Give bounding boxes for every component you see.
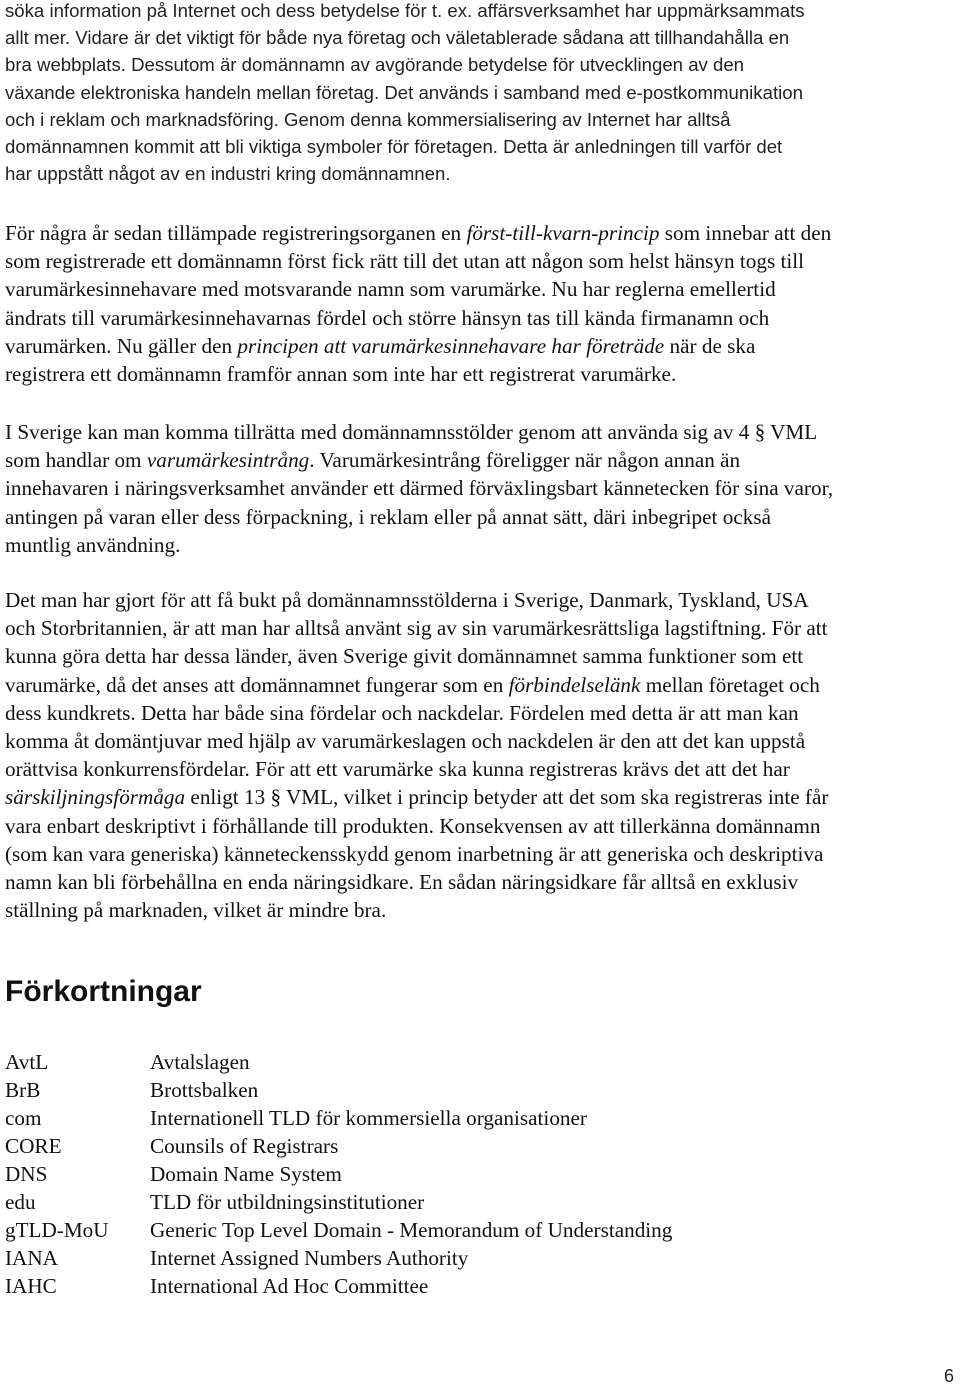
text-run: och i reklam och marknadsföring. Genom denna kommersialisering av Internet har alltså xyxy=(5,108,731,130)
abbreviation-definition: Counsils of Registrars xyxy=(150,1134,339,1158)
text-run: muntlig användning. xyxy=(5,532,181,557)
text-run: ställning på marknaden, vilket är mindre bra. xyxy=(5,898,387,923)
text-line xyxy=(5,418,957,446)
abbreviation-row xyxy=(5,1160,672,1188)
text-run: bra webbplats. Dessutom är domännamn av avgörande betydelse för utvecklingen av den xyxy=(5,54,745,76)
abbreviation-row xyxy=(5,1104,672,1132)
text-run: söka information på Internet och dess betydelse för t. ex. affärsverksamhet har uppmärksammats xyxy=(5,0,805,21)
text-run: och Storbritannien, är att man har alltså använt sig av sin varumärkesrättsliga lagstiftning. För att xyxy=(5,616,828,641)
text-run: registrera ett domännamn framför annan som inte har ett registrerat varumärke. xyxy=(5,362,677,387)
text-run: som handlar om xyxy=(5,448,147,473)
text-line xyxy=(5,106,957,133)
text-line xyxy=(5,586,957,614)
abbreviation-row xyxy=(5,1188,672,1216)
text-line xyxy=(5,727,957,755)
text-run: innehavaren i näringsverksamhet använder ett därmed förväxlingsbart kännetecken för sina varor, xyxy=(5,476,834,501)
paragraph xyxy=(5,0,957,187)
text-line xyxy=(5,133,957,160)
text-line xyxy=(5,219,957,247)
italic-term: först-till-kvarn-princip xyxy=(466,221,660,245)
text-line xyxy=(5,160,957,187)
text-run: som registrerade ett domännamn först fick rätt till det utan att någon som helst hänsyn togs till xyxy=(5,249,805,274)
text-line xyxy=(5,247,957,275)
text-line xyxy=(5,474,957,502)
abbreviation-definition: Internet Assigned Numbers Authority xyxy=(150,1246,469,1270)
abbreviation-definition: Generic Top Level Domain - Memorandum of Understanding xyxy=(150,1218,673,1242)
abbreviation-row xyxy=(5,1216,672,1244)
text-line xyxy=(5,24,957,51)
paragraph xyxy=(5,219,957,388)
abbreviation-term: gTLD-MoU xyxy=(5,1218,109,1242)
text-run: För några år sedan tillämpade registreringsorganen en xyxy=(5,221,467,245)
text-line xyxy=(5,840,957,868)
page-number: 6 xyxy=(944,1366,955,1386)
text-run: mellan företaget och xyxy=(640,672,820,697)
italic-term: särskiljningsförmåga xyxy=(5,785,186,810)
paragraph xyxy=(5,586,957,924)
text-line xyxy=(5,360,957,388)
text-run: komma åt domäntjuvar med hjälp av varumärkeslagen och nackdelen är den att det kan uppstå xyxy=(5,729,806,754)
abbreviation-definition: Brottsbalken xyxy=(150,1078,259,1102)
abbreviation-term: DNS xyxy=(5,1162,48,1186)
text-run: (som kan vara generiska) känneteckensskydd genom inarbetning är att generiska och deskriptiva xyxy=(5,841,824,866)
abbreviation-definition: TLD för utbildningsinstitutioner xyxy=(150,1190,425,1214)
abbreviation-term: CORE xyxy=(5,1134,62,1158)
text-run: orättvisa konkurrensfördelar. För att ett varumärke ska kunna registreras krävs det att det har xyxy=(5,757,790,782)
abbreviation-row xyxy=(5,1048,672,1076)
text-line xyxy=(5,671,957,699)
italic-term: förbindelselänk xyxy=(508,672,641,697)
text-run: domännamnen kommit att bli viktiga symboler för företagen. Detta är anledningen till varför det xyxy=(5,136,783,158)
abbreviation-definition: Avtalslagen xyxy=(150,1050,250,1074)
text-run: dess kundkrets. Detta har både sina fördelar och nackdelar. Fördelen med detta är att man kan xyxy=(5,700,799,725)
text-line xyxy=(5,642,957,670)
abbreviation-term: BrB xyxy=(5,1078,41,1102)
text-line xyxy=(5,868,957,896)
text-run: Det man har gjort för att få bukt på domännamnsstölderna i Sverige, Danmark, Tyskland, USA xyxy=(5,588,809,612)
text-line xyxy=(5,531,957,559)
text-line xyxy=(5,614,957,642)
text-run: varumärke, då det anses att domännamnet fungerar som en xyxy=(5,672,509,697)
text-run: enligt 13 § VML, vilket i princip betyder att det som ska registreras inte får xyxy=(185,785,829,810)
text-line xyxy=(5,812,957,840)
abbreviation-term: com xyxy=(5,1106,42,1130)
text-line xyxy=(5,896,957,924)
text-run: växande elektroniska handeln mellan företag. Det används i samband med e-postkommunikation xyxy=(5,81,803,103)
text-line xyxy=(5,304,957,332)
text-line xyxy=(5,699,957,727)
abbreviation-row xyxy=(5,1076,672,1104)
abbreviation-definition: Internationell TLD för kommersiella organisationer xyxy=(150,1106,587,1130)
abbreviation-list xyxy=(5,1048,672,1300)
text-run: ändrats till varumärkesinnehavarnas fördel och större hänsyn tas till kända firmanamn och xyxy=(5,305,770,330)
abbreviation-term: IAHC xyxy=(5,1274,57,1298)
abbreviation-definition: Domain Name System xyxy=(150,1162,342,1186)
abbreviation-row xyxy=(5,1244,672,1272)
text-run: namn kan bli förbehållna en enda näringsidkare. En sådan näringsidkare får alltså en exklusiv xyxy=(5,870,799,895)
text-run: antingen på varan eller dess förpackning, i reklam eller på annat sätt, däri inbegripet också xyxy=(5,504,771,529)
text-line xyxy=(5,332,957,360)
text-line xyxy=(5,783,957,811)
text-line xyxy=(5,446,957,474)
abbreviation-row xyxy=(5,1272,672,1300)
abbreviation-term: edu xyxy=(5,1190,36,1214)
text-line xyxy=(5,755,957,783)
section-heading: Förkortningar xyxy=(5,975,202,1008)
text-run: varumärken. Nu gäller den xyxy=(5,333,238,358)
text-line xyxy=(5,0,957,24)
abbreviation-definition: International Ad Hoc Committee xyxy=(150,1274,429,1298)
text-line xyxy=(5,79,957,106)
abbreviation-row xyxy=(5,1132,672,1160)
italic-term: varumärkesintrång xyxy=(146,448,310,473)
text-run: vara enbart deskriptivt i förhållande till produkten. Konsekvensen av att tillerkänna domännamn xyxy=(5,813,821,838)
text-line xyxy=(5,51,957,78)
abbreviation-term: IANA xyxy=(5,1246,58,1270)
text-line xyxy=(5,503,957,531)
text-run: allt mer. Vidare är det viktigt för både nya företag och väletablerade sådana att tillhandahålla en xyxy=(5,27,790,49)
text-line xyxy=(5,275,957,303)
text-run: har uppstått något av en industri kring domännamnen. xyxy=(5,163,451,185)
text-run: I Sverige kan man komma tillrätta med domännamnsstölder genom att använda sig av 4 § VML xyxy=(5,420,818,444)
italic-term: principen att varumärkesinnehavare har företräde xyxy=(237,333,665,358)
text-run: . Varumärkesintrång föreligger när någon annan än xyxy=(309,448,741,473)
text-run: som innebar att den xyxy=(659,221,832,245)
text-run: kunna göra detta har dessa länder, även Sverige givit domännamnet samma funktioner som ett xyxy=(5,644,804,669)
text-run: när de ska xyxy=(664,333,756,358)
text-run: varumärkesinnehavare med motsvarande namn som varumärke. Nu har reglerna emellertid xyxy=(5,277,776,302)
paragraph xyxy=(5,418,957,559)
abbreviation-term: AvtL xyxy=(5,1050,49,1074)
